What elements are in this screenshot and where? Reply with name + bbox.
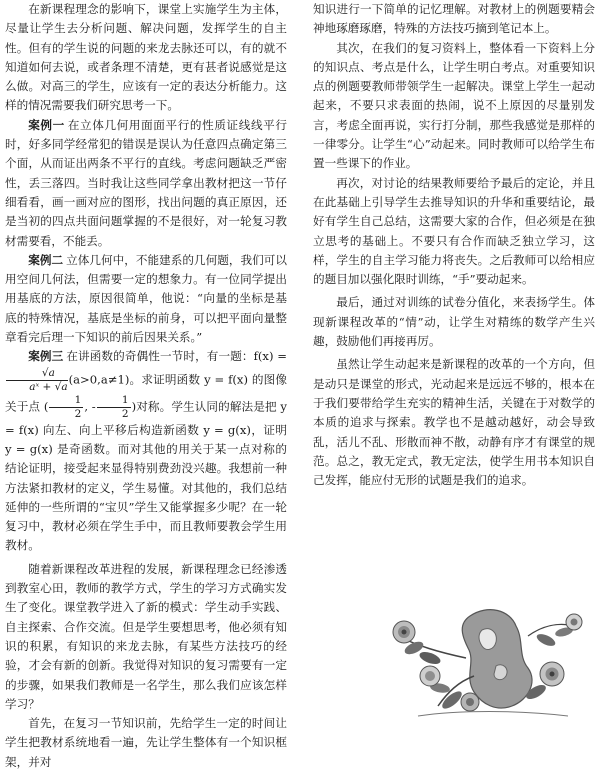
point-x-numerator: 1	[49, 394, 83, 408]
point-y-denominator: 2	[121, 407, 129, 420]
intro-paragraph: 在新课程理念的影响下，课堂上实施学生为主体，尽量让学生去分析问题、解决问题，发挥学生的自主性。但有的学生说的问题的来龙去脉还可以，有的就不知道如何去说，或者条理不清楚，更有甚者说感觉是这么做。对高三的学生，应该有一定的表达分析能力。这样的情况需要我们研究思考一下。	[5, 2, 287, 113]
point-separator: , -	[84, 399, 96, 414]
first-step-continuation: 知识进行一下简单的记忆理解。对教材上的例题要精会神地琢磨琢磨，特殊的方法技巧摘到笔记本上。	[313, 2, 595, 36]
point-x-denominator: 2	[74, 407, 82, 420]
peony-rock-painting-icon	[378, 596, 590, 720]
right-column	[313, 0, 595, 490]
conclusion-paragraph: 虽然让学生动起来是新课程的改革的一个方向，但是动只是课堂的形式，光动起来是远远不够的，根本在于我们要带给学生充实的精神生活，关键在于对数学的本质的追求与探索。教学也不是越动越好，动会导致乱，活儿不乱、形散而神不散，动静有序才有课堂的规范。总之，教无定式，教无定法，使学生用书本知识自己发挥，能应付无形的试题是我们的追求。	[313, 357, 595, 488]
peony-flower	[393, 621, 415, 643]
case-one-paragraph	[5, 116, 287, 251]
case-three-text-b: (a>0,a≠1)。求证明函数 y = f(x) 的图像关于点	[5, 372, 287, 414]
point-y-fraction	[97, 394, 131, 421]
peony-flower	[461, 693, 479, 711]
peony-flower	[420, 666, 440, 686]
case-two-paragraph	[5, 251, 287, 347]
function-fraction	[6, 367, 68, 394]
case-one-label: 案例一	[28, 117, 65, 132]
point-y-numerator: 1	[97, 394, 131, 408]
case-three-text-a: 在讲函数的奇偶性一节时，有一题：f(x) =	[66, 349, 287, 364]
point-close-paren: )	[131, 399, 137, 414]
case-three-label: 案例三	[28, 349, 64, 364]
first-step-paragraph: 首先，在复习一节知识前，先给学生一定的时间让学生把教材系统地看一遍，先让学生整体有一个知识框架，并对	[5, 716, 287, 769]
left-column	[5, 0, 287, 772]
third-step-paragraph: 再次，对讨论的结果教师要给予最后的定论，并且在此基础上引导学生去推导知识的升华和重要结论，最好有学生自己总结，这需要大家的合作，但必须是在独立思考的基础上。不要只有合作而缺乏独立学习，这样，学生的自主学习能力将丧失。之后教师可以给相应的题目加以强化限时训练，“手”要动起来。	[313, 175, 595, 287]
point-open-paren: (	[43, 399, 49, 414]
case-one-text: 在立体几何用面面平行的性质证线线平行时，好多同学经常犯的错误是误认为任意四点确定第三个面，从而证出两条不平行的直线。考虑问题缺乏严密性，丢三落四。当时我让这些同学拿出教材把这一节仔细看看，画一画对应的图形，找出问题的真正原因，还是当初的四点共面问题掌握的不是很好，对一轮复习教材需要看，不能丢。	[5, 117, 287, 248]
function-fraction-denominator: aˣ + √a	[29, 380, 68, 393]
reform-paragraph: 随着新课程改革进程的发展，新课程理念已经渗透到教室心田，教师的教学方式，学生的学习方式确实发生了变化。课堂教学进入了新的模式：学生动手实践、自主探索、合作交流。但是学生要想思考，他必须有知识的积累，有知识的来龙去脉，有某些方法技巧的经验，才会有新的创新。我觉得对知识的复习需要有一定的步骤，如果我们教师是一名学生，那么我们应该怎样学习？	[5, 561, 287, 711]
case-three-paragraph	[5, 347, 287, 555]
function-fraction-numerator: √a	[6, 367, 68, 381]
case-three-text-c: 对称。学生认同的解法是把 y = f(x) 向左、向上平移后构造新函数 y = g(x)，证明 y = g(x) 是奇函数。而对其他的用关于某一点对称的结论证明，接受起来显得特别费劲没兴趣。我想前一种方法紧扣教材的定义，学生易懂。对其他的，我们总结延伸的一些所谓的“宝贝”学生又能掌握多少呢？在一轮复习中，教材必须在学生手中，而且教师要教会学生用教材。	[5, 399, 287, 553]
point-x-fraction	[49, 394, 83, 421]
second-step-paragraph: 其次，在我们的复习资料上，整体看一下资料上分的知识点、考点是什么，让学生明白考点。对重要知识点的例题要教师带领学生一起解决。课堂上学生一起动起来，不要只求表面的热闹，说不上原因的尽量别发言，考虑全面再说，实行打分制，那些我感觉是那样的一律零分。让学生“心”动起来。同时教师可以给学生布置一些课下的作业。	[313, 40, 595, 171]
case-two-text: 立体几何中，不能建系的几何题，我们可以用空间几何法，但需要一定的想象力。有一位同学提出用基底的方法，原因很简单，他说：“向量的坐标是基底的特殊情况，基底是坐标的前身，可以把平面向量整章看完后理一下知识的前后因果关系。”	[5, 252, 287, 345]
peony-flower	[540, 662, 564, 686]
final-step-paragraph: 最后，通过对训练的试卷分值化，来表扬学生。体现新课程改革的“情”动，让学生对精练的数学产生兴趣，鼓励他们再接再厉。	[313, 295, 595, 349]
peony-flower	[566, 614, 582, 630]
case-two-label: 案例二	[28, 252, 64, 267]
